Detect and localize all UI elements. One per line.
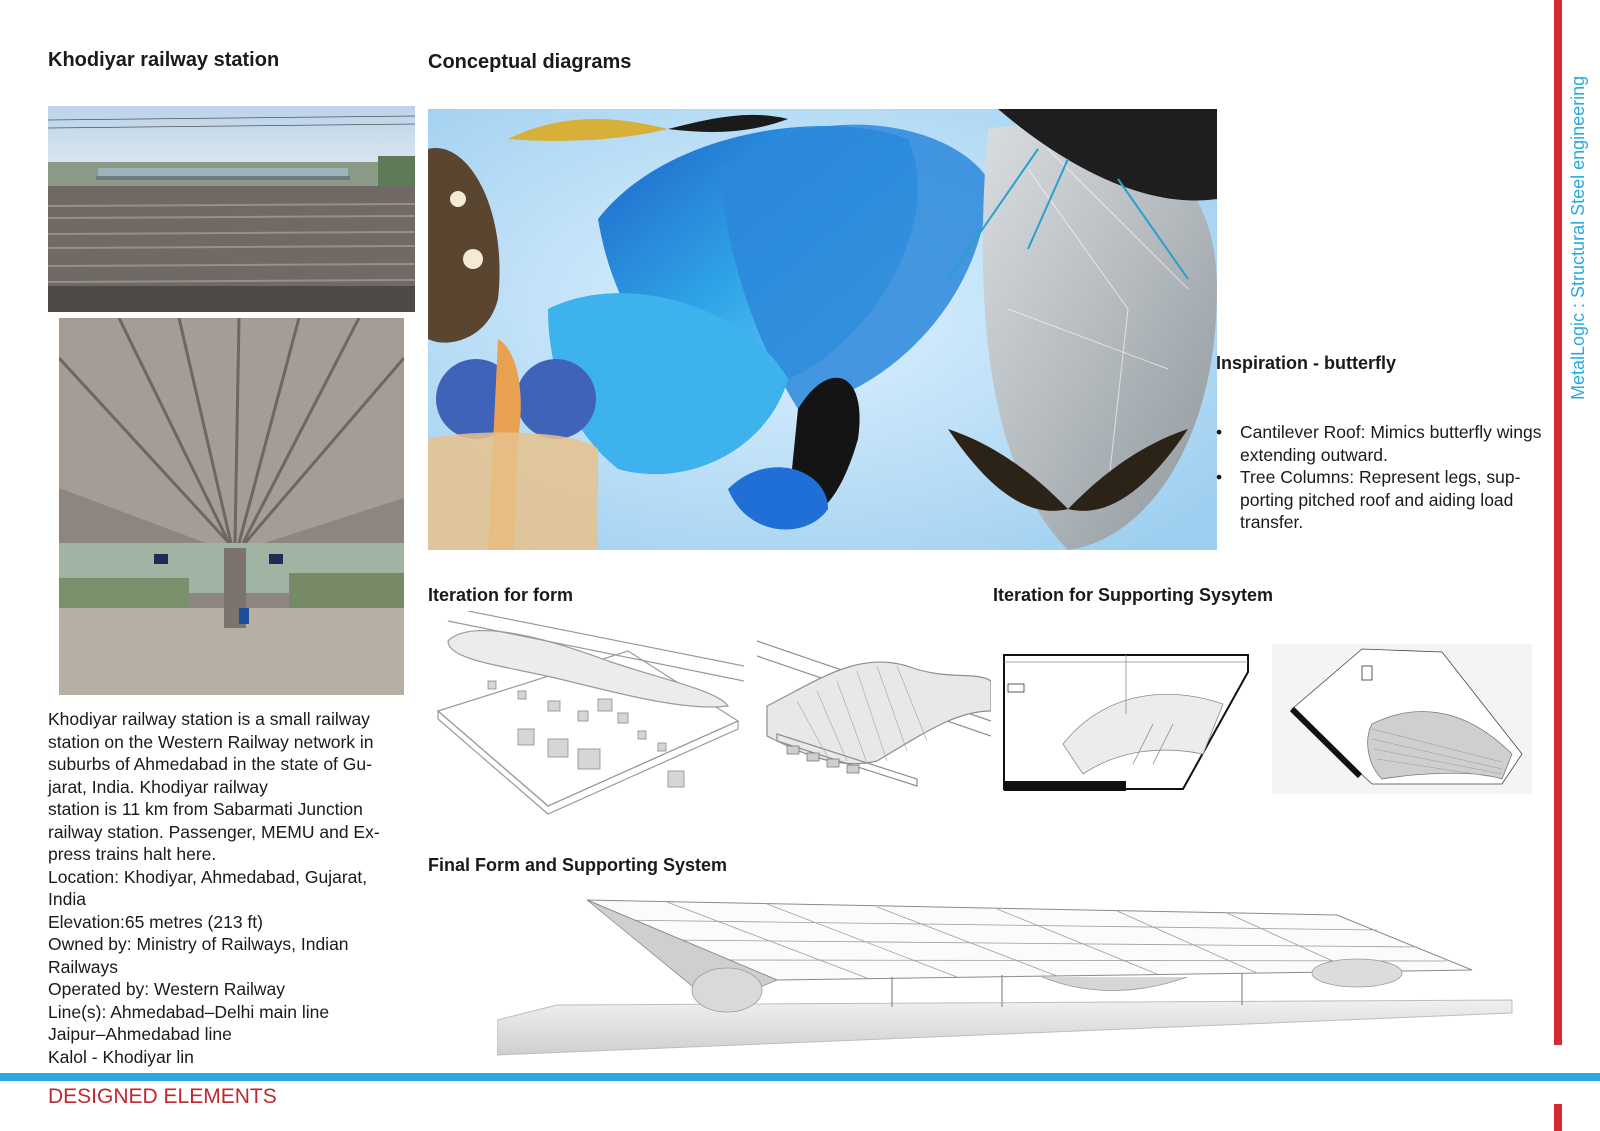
station-description: Khodiyar railway station is a small railway station on the Western Railway network in suburbs of Ahmedabad in the state of Gu- jarat, India. Khodiyar railway station is 11 km from Sabarmati Junction railway station. Passenger, MEMU and Ex- press trains halt here. Location: Khodiyar, Ahmedabad, Gujarat, India Elevation:65 metres (213 ft) Owned by: Ministry of Railways, Indian Railways Operated by: Western Railway Line(s): Ahmedabad–Delhi main line Jaipur–Ahmedabad line Kalol - Khodiyar lin	[48, 709, 380, 1067]
inspiration-title: Inspiration - butterfly	[1216, 353, 1396, 373]
inspiration-bullet: • Tree Columns: Represent legs, sup-porting pitched roof and aiding load transfer.	[1240, 466, 1570, 534]
final-form-render	[497, 895, 1547, 1065]
support-iteration-model-1	[1003, 654, 1249, 794]
sidebar-red-bar	[1554, 0, 1562, 1045]
station-platform-photo	[59, 318, 404, 695]
iteration-form-title: Iteration for form	[428, 585, 574, 605]
sidebar-brand-text: MetalLogic : Structural Steel engineering	[1568, 75, 1588, 400]
station-tracks-photo	[48, 106, 415, 312]
form-iteration-model-1	[428, 611, 744, 816]
concept-title: Conceptual diagrams	[428, 51, 632, 73]
sidebar-red-bar-bottom	[1554, 1104, 1562, 1131]
station-title: Khodiyar railway station	[48, 49, 280, 71]
support-iteration-model-2	[1272, 644, 1532, 794]
footer-label: DESIGNED ELEMENTS	[48, 1085, 277, 1108]
iteration-support-title: Iteration for Supporting Sysytem	[993, 585, 1274, 605]
butterfly-collage-image	[428, 109, 1217, 550]
inspiration-bullet: • Cantilever Roof: Mimics butterfly wings extending outward.	[1240, 421, 1570, 466]
form-iteration-model-2	[757, 611, 991, 816]
inspiration-list	[1216, 421, 1570, 534]
final-form-title: Final Form and Supporting System	[428, 855, 728, 875]
footer-blue-line	[0, 1073, 1600, 1081]
